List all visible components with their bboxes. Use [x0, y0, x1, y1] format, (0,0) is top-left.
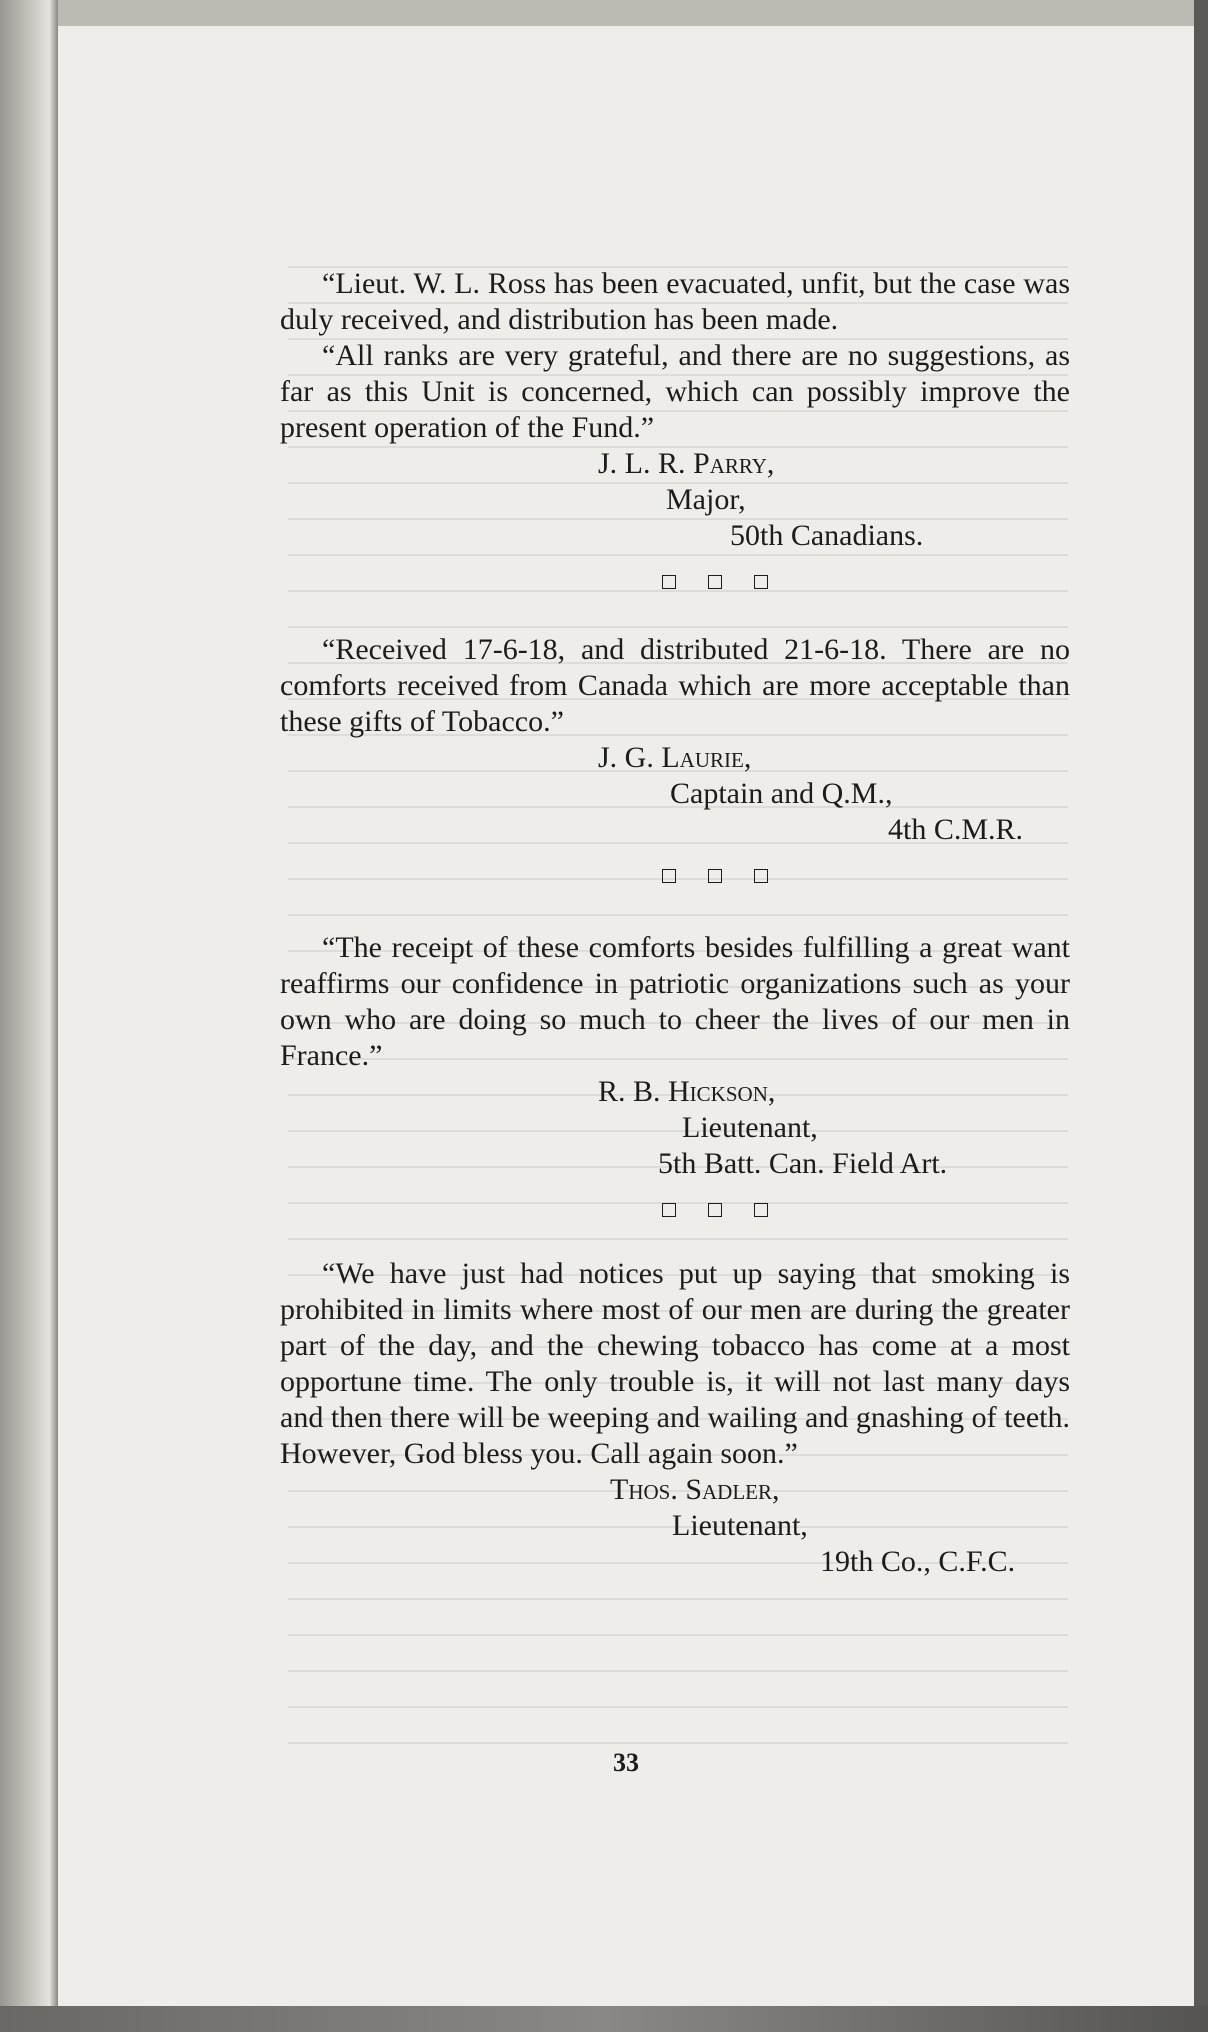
square-ornament-icon — [708, 1203, 722, 1217]
quote-paragraph: “All ranks are very grateful, and there are no suggestions, as far as this Unit is concerned, which can possibly improve the present operation of the Fund.” — [280, 339, 1070, 444]
letter-sadler — [280, 1256, 1070, 1580]
square-ornament-icon — [708, 869, 722, 883]
square-ornament-icon — [708, 575, 722, 589]
section-separator — [280, 1196, 1070, 1226]
square-ornament-icon — [662, 1203, 676, 1217]
scan-top-edge — [58, 0, 1208, 26]
section-separator — [280, 568, 1070, 598]
signature-name: J. L. R. Parry, — [598, 447, 775, 480]
section-separator — [280, 862, 1070, 892]
signature-rank: Lieutenant, — [682, 1111, 818, 1144]
book-spine — [0, 0, 58, 2032]
signature-name: J. G. Laurie, — [598, 741, 752, 774]
letter-laurie — [280, 632, 1070, 848]
signature-name: R. B. Hickson, — [598, 1075, 776, 1108]
square-ornament-icon — [662, 575, 676, 589]
signature-rank: Major, — [666, 483, 746, 516]
signature-rank: Captain and Q.M., — [670, 777, 893, 810]
signature-unit: 19th Co., C.F.C. — [820, 1545, 1016, 1578]
book-page — [58, 26, 1194, 2006]
scan-right-edge — [1194, 0, 1208, 2032]
letter-hickson — [280, 930, 1070, 1182]
quote-paragraph: “We have just had notices put up saying that smoking is prohibited in limits where most of our men are during the greater part of the day, and the chewing tobacco has come at a most opportune time. The only trouble is, it will not last many days and then there will be weeping and wailing and gnashing of teeth. However, God bless you. Call again soon.” — [280, 1257, 1070, 1470]
square-ornament-icon — [662, 869, 676, 883]
page-text — [280, 266, 1070, 1580]
quote-paragraph: “Received 17-6-18, and distributed 21-6-18. There are no comforts received from Canada which are more acceptable than these gifts of Tobacco.” — [280, 633, 1070, 738]
page-number: 33 — [613, 1748, 639, 1777]
signature-unit: 4th C.M.R. — [888, 813, 1024, 846]
quote-paragraph: “Lieut. W. L. Ross has been evacuated, unfit, but the case was duly received, and distribution has been made. — [280, 267, 1070, 336]
quote-paragraph: “The receipt of these comforts besides fulfilling a great want reaffirms our confidence in patriotic organizations such as your own who are doing so much to cheer the lives of our men in France.” — [280, 931, 1070, 1072]
letter-parry — [280, 266, 1070, 554]
square-ornament-icon — [754, 575, 768, 589]
signature-rank: Lieutenant, — [672, 1509, 808, 1542]
scan-bottom-edge — [0, 2006, 1208, 2032]
signature-unit: 5th Batt. Can. Field Art. — [658, 1147, 948, 1180]
signature-unit: 50th Canadians. — [730, 519, 924, 552]
signature-name: Thos. Sadler, — [610, 1473, 780, 1506]
square-ornament-icon — [754, 869, 768, 883]
square-ornament-icon — [754, 1203, 768, 1217]
